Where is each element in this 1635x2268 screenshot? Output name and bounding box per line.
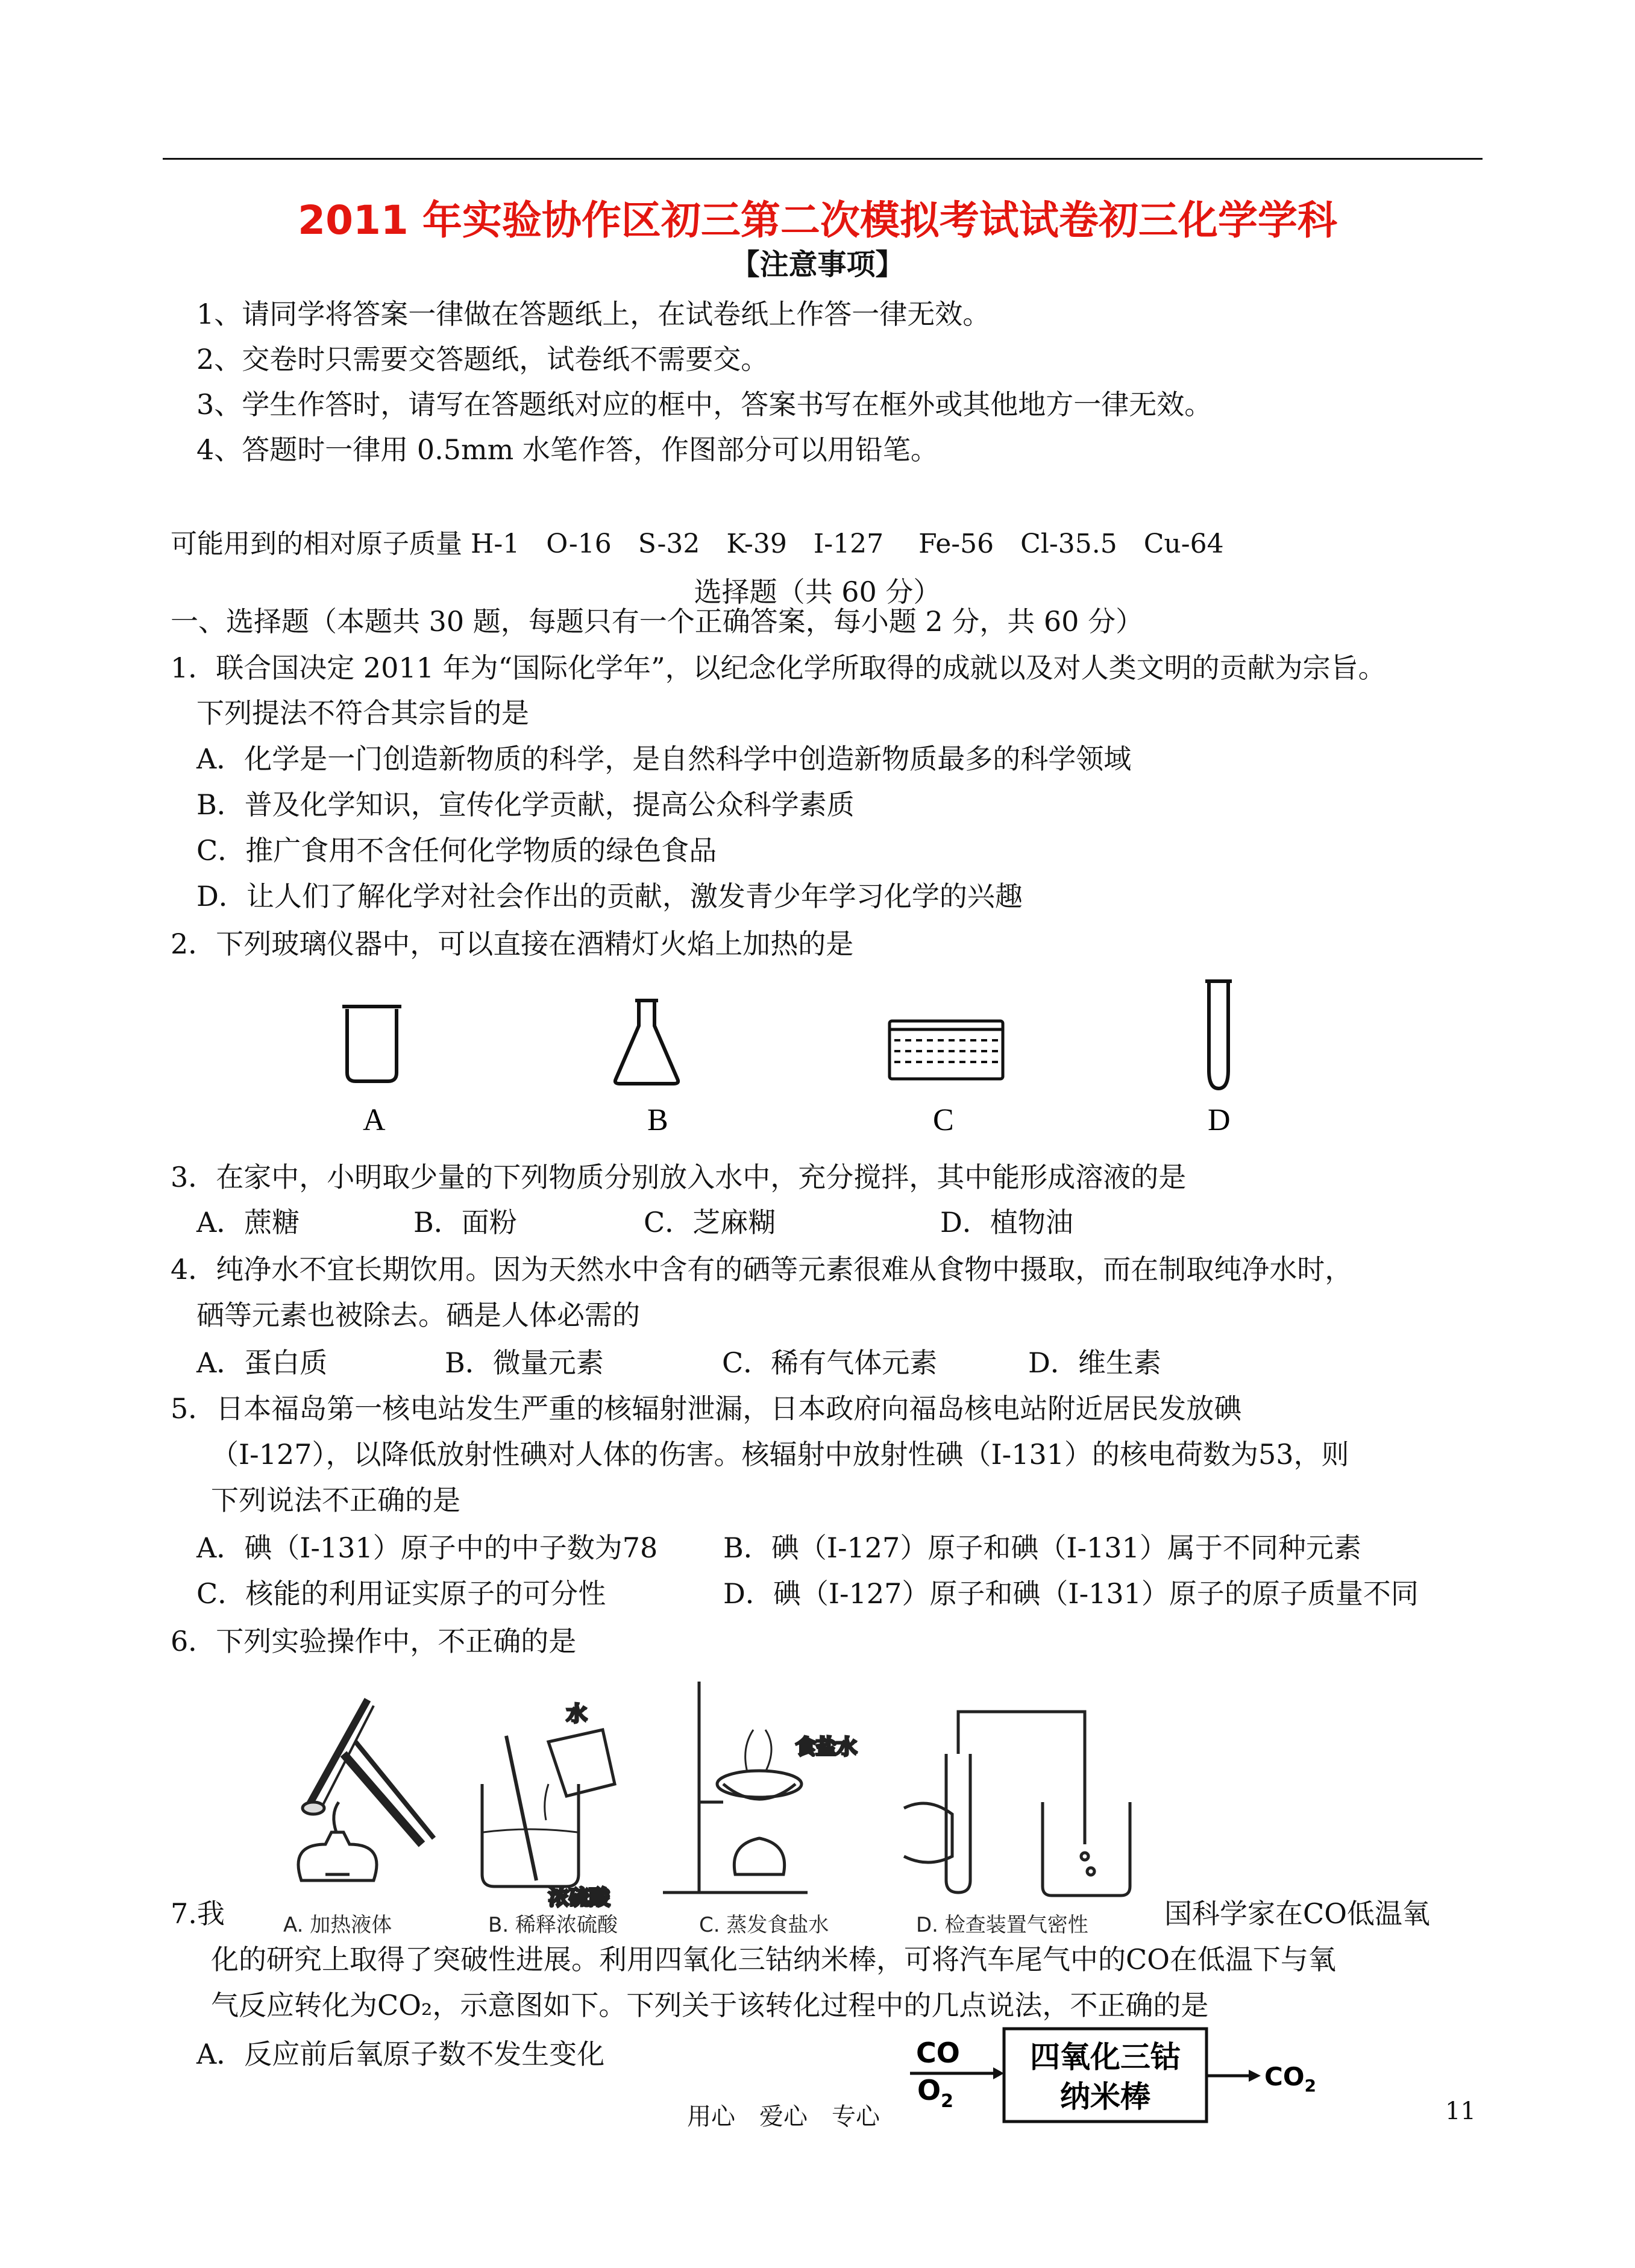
- q1-option-b: B．普及化学知识，宣传化学贡献，提高公众科学素质: [196, 788, 855, 821]
- q5-stem-cont: （I-127），以降低放射性碘对人体的伤害。核辐射中放射性碘（I-131）的核电荷数为53，则: [211, 1438, 1349, 1471]
- q5-stem-cont-2: 下列说法不正确的是: [211, 1484, 460, 1516]
- option-label-d: D: [1208, 1103, 1231, 1137]
- airtightness-check-illustration: [904, 1712, 1130, 1896]
- catalyst-name-line2: 纳米棒: [1060, 2079, 1150, 2114]
- reactant-o2-label: [917, 2074, 953, 2112]
- reactant-co-label: CO: [916, 2037, 960, 2069]
- diluting-acid-illustration: [482, 1702, 615, 1910]
- caption-heating-liquid: A. 加热液体: [283, 1913, 392, 1937]
- q3-option-d: D．植物油: [940, 1206, 1073, 1239]
- q4-stem: 4．纯净水不宜长期饮用。因为天然水中含有的硒等元素很难从食物中摄取，而在制取纯净水时，: [171, 1253, 1353, 1286]
- caption-airtightness: D. 检查装置气密性: [916, 1913, 1088, 1937]
- q2-stem: 2．下列玻璃仪器中，可以直接在酒精灯火焰上加热的是: [171, 928, 854, 960]
- water-label: 水: [566, 1702, 587, 1726]
- lab-operations-figure: [265, 1663, 1181, 1941]
- glassware-figure: [325, 970, 1290, 1139]
- atomic-masses: 可能用到的相对原子质量 H-1 O-16 S-32 K-39 I-127 Fe-56 Cl-35.5 Cu-64: [171, 529, 1224, 559]
- product-co2-symbol: CO: [1264, 2062, 1305, 2091]
- notice-item-1: 1、请同学将答案一律做在答题纸上，在试卷纸上作答一律无效。: [196, 298, 991, 330]
- q3-option-c: C．芝麻糊: [644, 1206, 776, 1239]
- q3-option-a: A．蔗糖: [196, 1206, 300, 1239]
- q7-stem-end: 国科学家在CO低温氧: [1164, 1897, 1430, 1930]
- q6-stem: 6．下列实验操作中，不正确的是: [171, 1625, 577, 1657]
- beaker-icon: [342, 1007, 401, 1081]
- salt-water-label: 食盐水: [796, 1735, 857, 1759]
- notice-item-4: 4、答题时一律用 0.5mm 水笔作答，作图部分可以用铅笔。: [196, 433, 938, 466]
- product-co2-subscript: 2: [1304, 2076, 1317, 2096]
- reaction-diagram: [904, 2025, 1338, 2128]
- section-title: 选择题（共 60 分）: [694, 576, 941, 608]
- q3-option-b: B．面粉: [413, 1206, 517, 1239]
- notice-item-2: 2、交卷时只需要交答题纸，试卷纸不需要交。: [196, 343, 769, 375]
- q1-option-a: A．化学是一门创造新物质的科学，是自然科学中创造新物质最多的科学领域: [196, 743, 1132, 775]
- q7-stem-start: 7.我: [171, 1897, 225, 1930]
- product-co2-label: [1264, 2062, 1316, 2096]
- evaporating-dish-icon: [890, 1021, 1003, 1079]
- q1-stem-cont: 下列提法不符合其宗旨的是: [196, 697, 529, 729]
- reactant-o2-symbol: O: [917, 2074, 941, 2106]
- q1-stem: 1．联合国决定 2011 年为“国际化学年”，以纪念化学所取得的成就以及对人类文明的贡献为宗旨。: [171, 652, 1386, 684]
- footer-motto: 用心 爱心 专心: [687, 2103, 880, 2131]
- conical-flask-icon: [615, 1000, 678, 1084]
- caption-evaporation: C. 蒸发食盐水: [699, 1913, 829, 1937]
- option-label-c: C: [933, 1103, 954, 1137]
- test-tube-icon: [1205, 981, 1232, 1088]
- q3-stem: 3．在家中，小明取少量的下列物质分别放入水中，充分搅拌，其中能形成溶液的是: [171, 1161, 1187, 1193]
- evaporation-illustration: [663, 1682, 857, 1893]
- q5-option-c: C．核能的利用证实原子的可分性: [196, 1577, 606, 1610]
- q5-option-d: D．碘（I-127）原子和碘（I-131）原子的原子质量不同: [723, 1577, 1419, 1610]
- q4-option-b: B．微量元素: [445, 1346, 604, 1379]
- part-instruction: 一、选择题（本题共 30 题，每题只有一个正确答案，每小题 2 分，共 60 分）: [171, 605, 1144, 638]
- q4-option-a: A．蛋白质: [196, 1346, 328, 1379]
- input-arrow-head: [993, 2067, 1004, 2079]
- reactant-o2-subscript: 2: [941, 2091, 953, 2112]
- top-rule: [163, 158, 1483, 160]
- q1-option-c: C．推广食用不含任何化学物质的绿色食品: [196, 834, 717, 867]
- option-label-b: B: [647, 1103, 668, 1137]
- q7-stem-cont-2: 气反应转化为CO₂，示意图如下。下列关于该转化过程中的几点说法，不正确的是: [211, 1989, 1209, 2021]
- q7-option-a: A．反应前后氧原子数不发生变化: [196, 2038, 605, 2070]
- acid-label: 浓硫酸: [548, 1886, 610, 1910]
- q5-option-b: B．碘（I-127）原子和碘（I-131）属于不同种元素: [723, 1531, 1361, 1564]
- q4-option-c: C．稀有气体元素: [722, 1346, 938, 1379]
- notice-item-3: 3、学生作答时，请写在答题纸对应的框中，答案书写在框外或其他地方一律无效。: [196, 388, 1213, 421]
- exam-title: 2011 年实验协作区初三第二次模拟考试试卷初三化学学科: [298, 197, 1337, 243]
- catalyst-name-line1: 四氧化三钴: [1030, 2040, 1181, 2075]
- heating-liquid-illustration: [298, 1700, 434, 1880]
- q5-option-a: A．碘（I-131）原子中的中子数为78: [196, 1531, 658, 1564]
- option-label-a: A: [363, 1103, 386, 1137]
- page-number: 11: [1445, 2097, 1476, 2125]
- q1-option-d: D．让人们了解化学对社会作出的贡献，激发青少年学习化学的兴趣: [196, 880, 1023, 913]
- q4-option-d: D．维生素: [1028, 1346, 1161, 1379]
- caption-diluting-acid: B. 稀释浓硫酸: [488, 1913, 618, 1937]
- q4-stem-cont: 硒等元素也被除去。硒是人体必需的: [196, 1299, 640, 1331]
- q7-stem-cont: 化的研究上取得了突破性进展。利用四氧化三钴纳米棒，可将汽车尾气中的CO在低温下与氧: [211, 1943, 1336, 1976]
- q5-stem: 5．日本福岛第一核电站发生严重的核辐射泄漏，日本政府向福岛核电站附近居民发放碘: [171, 1392, 1242, 1425]
- notice-heading: 【注意事项】: [730, 248, 905, 281]
- output-arrow-head: [1249, 2070, 1261, 2082]
